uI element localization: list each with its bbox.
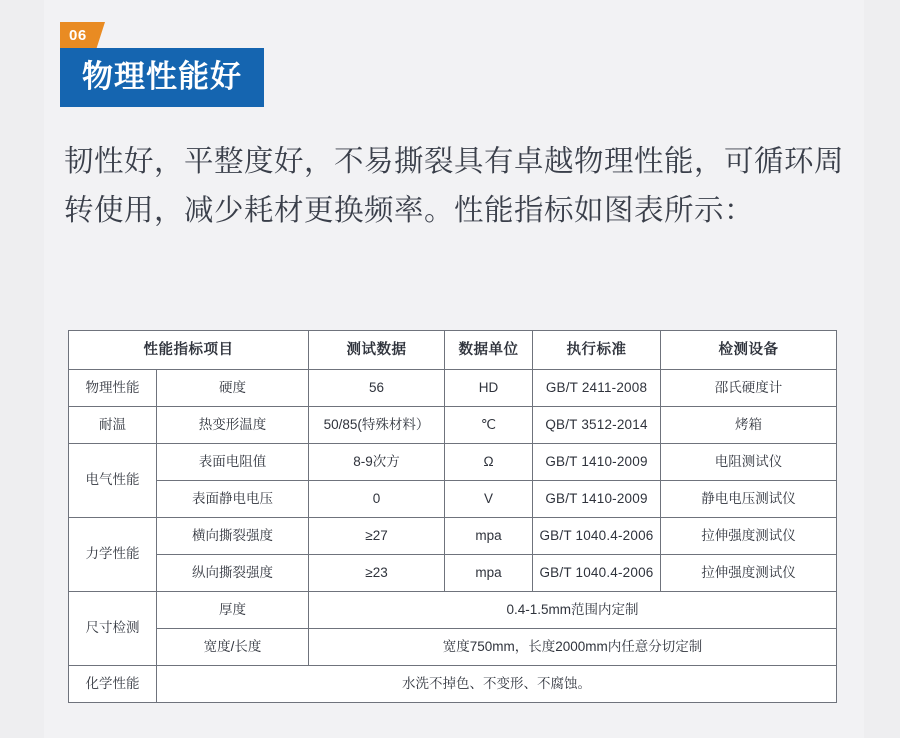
table-header-row (69, 331, 837, 370)
table-row (69, 555, 837, 592)
table-row (69, 481, 837, 518)
row-data: 50/85(特殊材料） (309, 407, 445, 444)
row-merged-value: 水洗不掉色、不变形、不腐蚀。 (157, 666, 837, 703)
spec-table (68, 330, 837, 703)
row-data: 56 (309, 370, 445, 407)
column-header-standard: 执行标准 (533, 331, 661, 370)
spec-table-wrapper (68, 330, 836, 703)
section-number: 06 (60, 22, 96, 50)
table-row (69, 629, 837, 666)
row-standard: GB/T 1040.4-2006 (533, 518, 661, 555)
row-item: 硬度 (157, 370, 309, 407)
row-standard: GB/T 1410-2009 (533, 444, 661, 481)
row-group: 物理性能 (69, 370, 157, 407)
row-item: 纵向撕裂强度 (157, 555, 309, 592)
row-unit: HD (445, 370, 533, 407)
row-group: 化学性能 (69, 666, 157, 703)
section-badge (60, 22, 96, 50)
row-item: 热变形温度 (157, 407, 309, 444)
row-unit: mpa (445, 518, 533, 555)
row-device: 静电电压测试仪 (661, 481, 837, 518)
row-group: 电气性能 (69, 444, 157, 518)
row-standard: GB/T 1410-2009 (533, 481, 661, 518)
row-merged-value: 宽度750mm，长度2000mm内任意分切定制 (309, 629, 837, 666)
table-row (69, 370, 837, 407)
row-device: 拉伸强度测试仪 (661, 518, 837, 555)
right-margin-strip (864, 0, 900, 738)
table-body (69, 370, 837, 703)
row-group: 力学性能 (69, 518, 157, 592)
row-standard: GB/T 2411-2008 (533, 370, 661, 407)
row-item: 厚度 (157, 592, 309, 629)
content-area (44, 0, 864, 738)
table-row (69, 666, 837, 703)
row-data: ≥23 (309, 555, 445, 592)
table-row (69, 444, 837, 481)
column-header-data: 测试数据 (309, 331, 445, 370)
table-row (69, 407, 837, 444)
row-group: 尺寸检测 (69, 592, 157, 666)
table-row (69, 518, 837, 555)
row-standard: GB/T 1040.4-2006 (533, 555, 661, 592)
row-device: 电阻测试仪 (661, 444, 837, 481)
row-item: 表面电阻值 (157, 444, 309, 481)
row-device: 邵氏硬度计 (661, 370, 837, 407)
row-unit: mpa (445, 555, 533, 592)
page-title: 物理性能好 (60, 48, 264, 107)
column-header-item: 性能指标项目 (69, 331, 309, 370)
row-unit: ℃ (445, 407, 533, 444)
row-standard: QB/T 3512-2014 (533, 407, 661, 444)
row-unit: Ω (445, 444, 533, 481)
row-group: 耐温 (69, 407, 157, 444)
row-item: 横向撕裂强度 (157, 518, 309, 555)
row-item: 宽度/长度 (157, 629, 309, 666)
table-head (69, 331, 837, 370)
intro-paragraph: 韧性好，平整度好，不易撕裂具有卓越物理性能，可循环周转使用，减少耗材更换频率。性能指标如图表所示： (64, 145, 845, 227)
row-data: 0 (309, 481, 445, 518)
row-device: 拉伸强度测试仪 (661, 555, 837, 592)
row-data: ≥27 (309, 518, 445, 555)
row-device: 烤箱 (661, 407, 837, 444)
left-margin-strip (0, 0, 44, 738)
column-header-device: 检测设备 (661, 331, 837, 370)
column-header-unit: 数据单位 (445, 331, 533, 370)
row-unit: V (445, 481, 533, 518)
table-row (69, 592, 837, 629)
row-item: 表面静电电压 (157, 481, 309, 518)
row-merged-value: 0.4-1.5mm范围内定制 (309, 592, 837, 629)
row-data: 8-9次方 (309, 444, 445, 481)
